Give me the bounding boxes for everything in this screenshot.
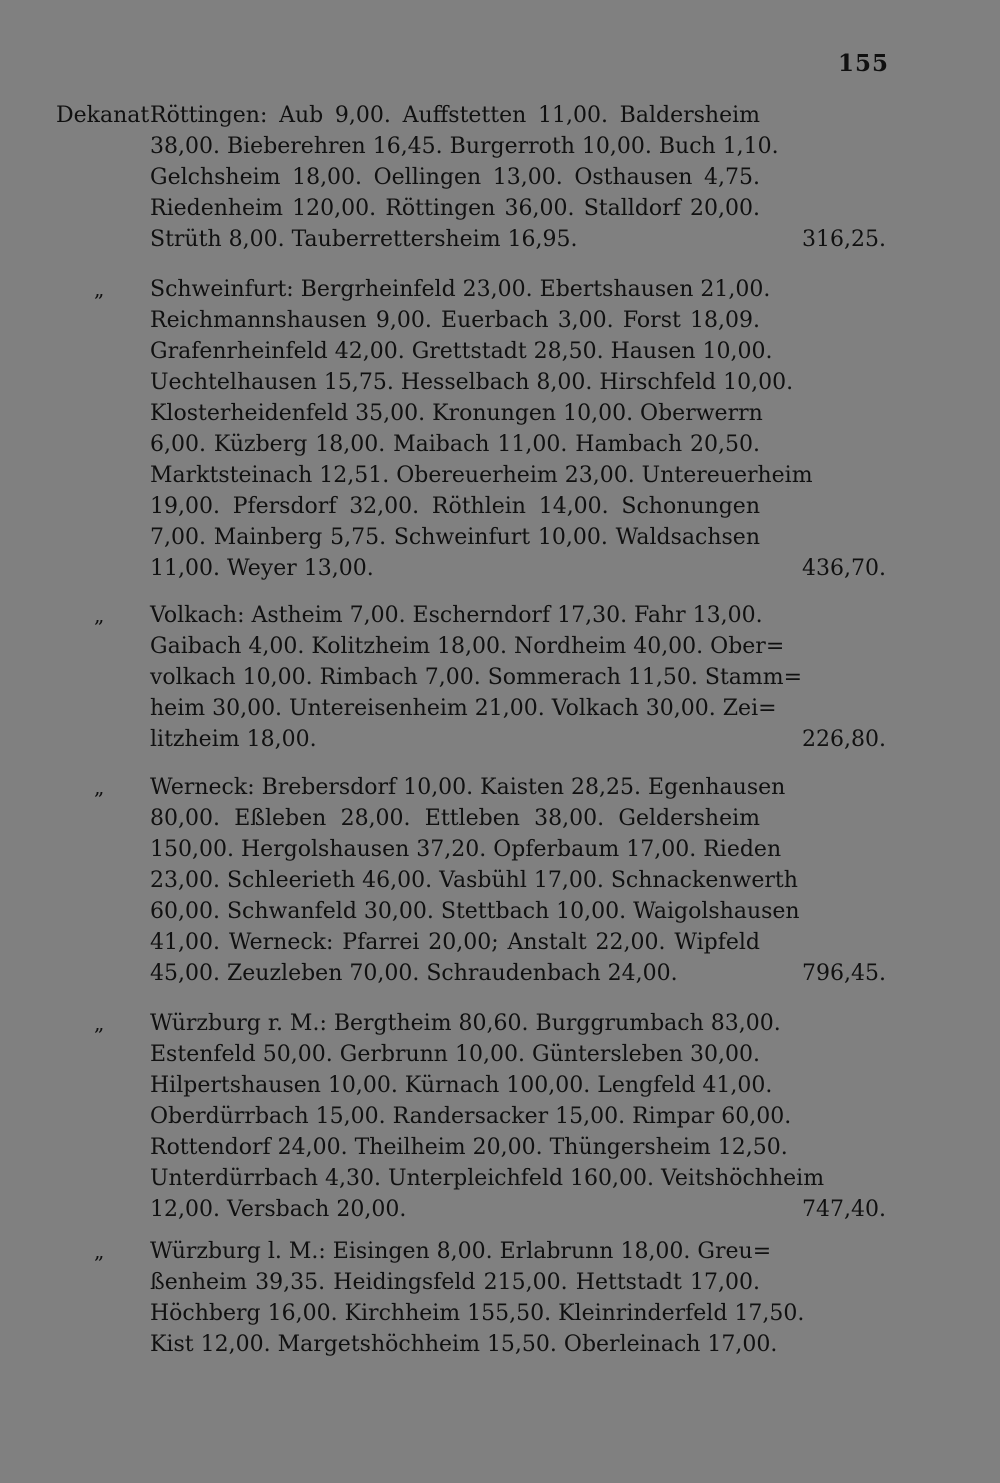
- entry-line: Werneck: Brebersdorf 10,00. Kaisten 28,25. Egenhausen: [150, 775, 786, 800]
- entry-line: Uechtelhausen 15,75. Hesselbach 8,00. Hirschfeld 10,00.: [150, 370, 794, 395]
- entry-line: 12,00. Versbach 20,00.: [150, 1197, 407, 1222]
- entry-total: 226,80.: [802, 727, 886, 752]
- entry-line: 41,00. Werneck: Pfarrei 20,00; Anstalt 22,00. Wipfeld: [150, 930, 760, 955]
- entry-line: 7,00. Mainberg 5,75. Schweinfurt 10,00. Waldsachsen: [150, 525, 760, 550]
- entry-line: Hilpertshausen 10,00. Kürnach 100,00. Lengfeld 41,00.: [150, 1073, 773, 1098]
- entry-total: 796,45.: [802, 961, 886, 986]
- entry-line: 60,00. Schwanfeld 30,00. Stettbach 10,00. Waigolshausen: [150, 899, 800, 924]
- entry-line: Röttingen: Aub 9,00. Auffstetten 11,00. Baldersheim: [150, 103, 760, 128]
- ditto-mark: „: [94, 603, 105, 627]
- entry-line: Volkach: Astheim 7,00. Escherndorf 17,30. Fahr 13,00.: [150, 603, 763, 628]
- entry-line: heim 30,00. Untereisenheim 21,00. Volkach 30,00. Zei=: [150, 696, 777, 721]
- entry-line: Unterdürrbach 4,30. Unterpleichfeld 160,00. Veitshöchheim: [150, 1166, 825, 1191]
- entry-line: Höchberg 16,00. Kirchheim 155,50. Kleinrinderfeld 17,50.: [150, 1301, 805, 1326]
- entry-line: Grafenrheinfeld 42,00. Grettstadt 28,50. Hausen 10,00.: [150, 339, 773, 364]
- entry-line: ßenheim 39,35. Heidingsfeld 215,00. Hettstadt 17,00.: [150, 1270, 760, 1295]
- page-number: 155: [838, 50, 890, 77]
- ditto-mark: „: [94, 775, 105, 799]
- entry-line: Schweinfurt: Bergrheinfeld 23,00. Ebertshausen 21,00.: [150, 277, 771, 302]
- entry-total: 436,70.: [802, 556, 886, 581]
- dekanat-label: Dekanat: [56, 103, 150, 128]
- entry-line: Klosterheidenfeld 35,00. Kronungen 10,00. Oberwerrn: [150, 401, 763, 426]
- entry-line: Strüth 8,00. Tauberrettersheim 16,95.: [150, 227, 578, 252]
- entry-line: Marktsteinach 12,51. Obereuerheim 23,00. Untereuerheim: [150, 463, 813, 488]
- entry-line: Reichmannshausen 9,00. Euerbach 3,00. Forst 18,09.: [150, 308, 760, 333]
- ditto-mark: „: [94, 1011, 105, 1035]
- entry-line: Rottendorf 24,00. Theilheim 20,00. Thüngersheim 12,50.: [150, 1135, 788, 1160]
- entry-line: 38,00. Bieberehren 16,45. Burgerroth 10,00. Buch 1,10.: [150, 134, 779, 159]
- entry-total: 316,25.: [802, 227, 886, 252]
- entry-total: 747,40.: [802, 1197, 886, 1222]
- entry-line: 19,00. Pfersdorf 32,00. Röthlein 14,00. Schonungen: [150, 494, 760, 519]
- entry-line: Oberdürrbach 15,00. Randersacker 15,00. Rimpar 60,00.: [150, 1104, 792, 1129]
- entry-line: 45,00. Zeuzleben 70,00. Schraudenbach 24,00.: [150, 961, 678, 986]
- entry-line: Gaibach 4,00. Kolitzheim 18,00. Nordheim 40,00. Ober=: [150, 634, 785, 659]
- entry-line: Kist 12,00. Margetshöchheim 15,50. Oberleinach 17,00.: [150, 1332, 778, 1357]
- ditto-mark: „: [94, 277, 105, 301]
- entry-line: 11,00. Weyer 13,00.: [150, 556, 374, 581]
- entry-line: Estenfeld 50,00. Gerbrunn 10,00. Güntersleben 30,00.: [150, 1042, 760, 1067]
- entry-line: Riedenheim 120,00. Röttingen 36,00. Stalldorf 20,00.: [150, 196, 760, 221]
- entry-line: Würzburg l. M.: Eisingen 8,00. Erlabrunn 18,00. Greu=: [150, 1239, 772, 1264]
- entry-line: 80,00. Eßleben 28,00. Ettleben 38,00. Geldersheim: [150, 806, 760, 831]
- ditto-mark: „: [94, 1239, 105, 1263]
- entry-line: 23,00. Schleerieth 46,00. Vasbühl 17,00. Schnackenwerth: [150, 868, 798, 893]
- entry-line: volkach 10,00. Rimbach 7,00. Sommerach 11,50. Stamm=: [150, 665, 803, 690]
- entry-line: 6,00. Küzberg 18,00. Maibach 11,00. Hambach 20,50.: [150, 432, 760, 457]
- entry-line: Würzburg r. M.: Bergtheim 80,60. Burggrumbach 83,00.: [150, 1011, 781, 1036]
- entry-line: Gelchsheim 18,00. Oellingen 13,00. Osthausen 4,75.: [150, 165, 760, 190]
- entry-line: litzheim 18,00.: [150, 727, 317, 752]
- entry-line: 150,00. Hergolshausen 37,20. Opferbaum 17,00. Rieden: [150, 837, 782, 862]
